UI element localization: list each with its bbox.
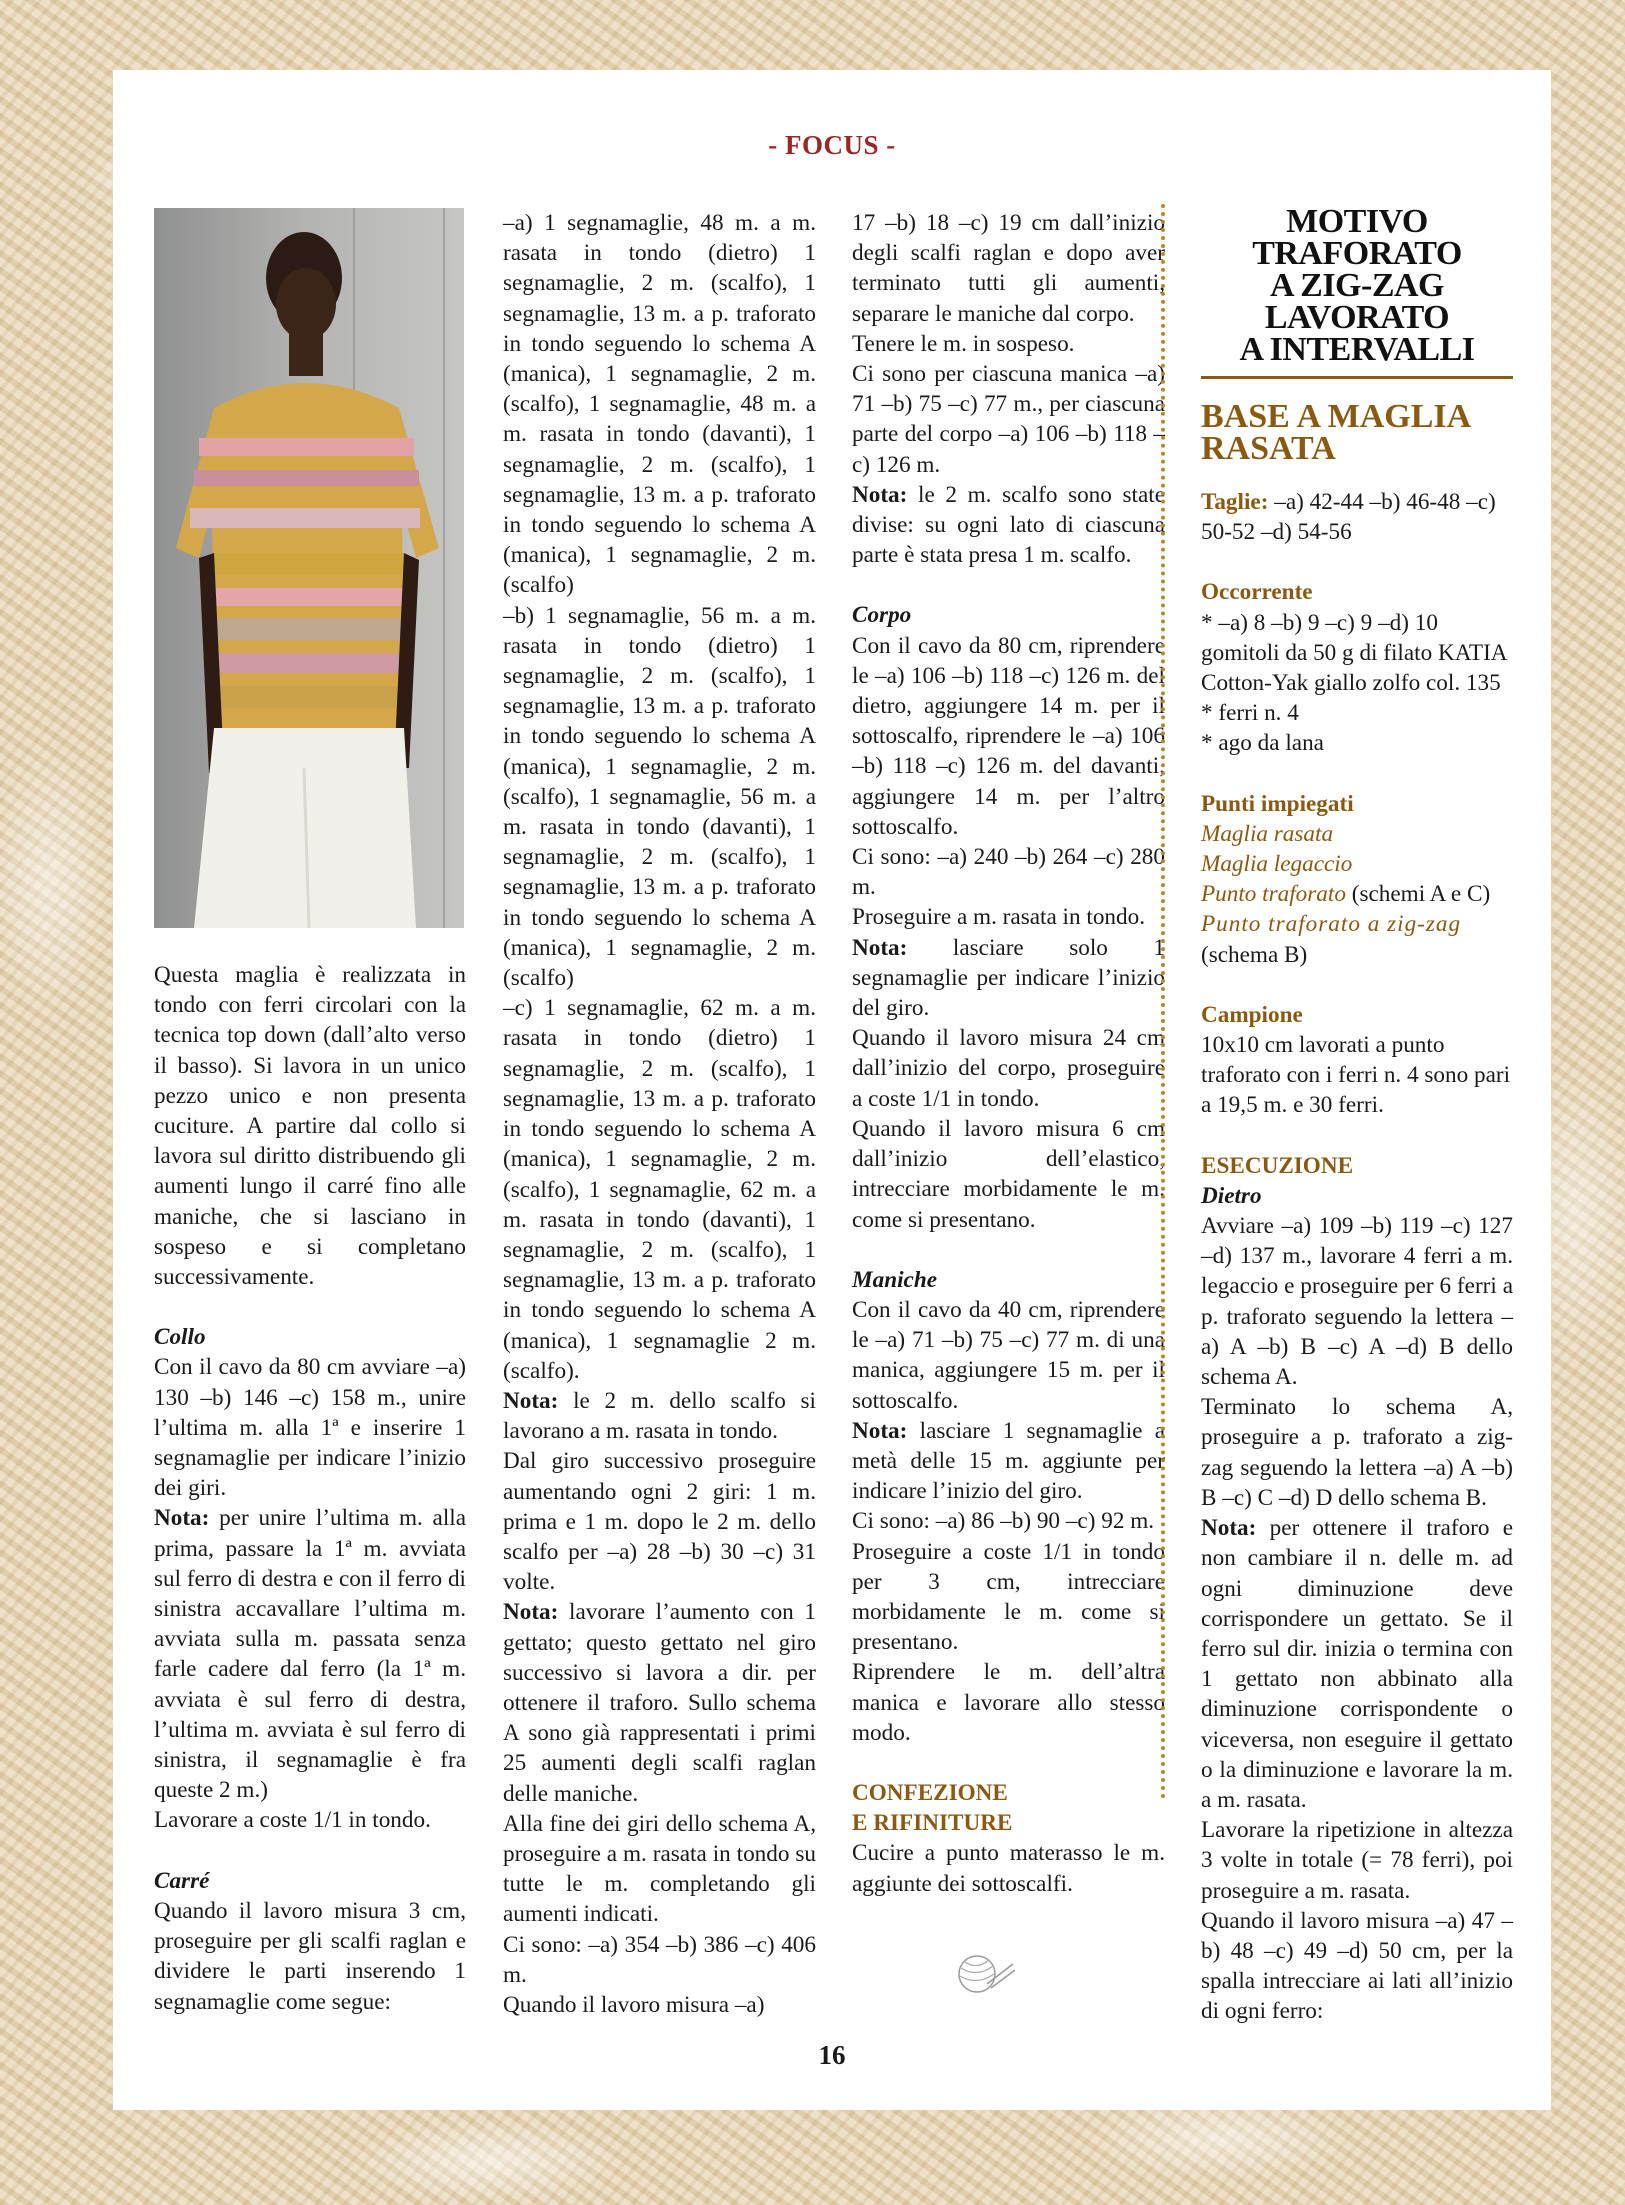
giro-text: Dal giro successivo proseguire aumentando ogni 2 giri: 1 m. prima e 1 m. dopo le 2 m. dello scalfo per –a) 28 –b) 30 –c) 31 volte. (503, 1448, 816, 1596)
occorrente-3: * ago da lana (1201, 730, 1324, 757)
punto-1: Maglia rasata (1201, 820, 1334, 847)
model-illustration (154, 208, 464, 928)
title-rule (1201, 376, 1513, 379)
punti-title: Punti impiegati (1201, 790, 1354, 817)
corpo-title: Corpo (852, 602, 912, 629)
page-sheet (113, 70, 1551, 2110)
dietro-2: Terminato lo schema A, proseguire a p. traforato a zig-zag seguendo la lettera –a) A –b) B –c) C –d) D dello schema B. (1201, 1394, 1513, 1511)
ci-sono-text: Ci sono per ciascuna manica –a) 71 –b) 75 –c) 77 m., per ciascuna parte del corpo –a) 106 –b) 118 –c) 126 m. (852, 361, 1165, 478)
motif-title-1: MOTIVO TRAFORATO (1252, 203, 1462, 272)
carre-title: Carré (154, 1867, 210, 1894)
section-header: - FOCUS - (768, 130, 896, 160)
tenere-text: Tenere le m. in sospeso. (852, 330, 1075, 357)
occorrente-2: * ferri n. 4 (1201, 700, 1299, 727)
punto-2: Maglia legaccio (1201, 851, 1353, 878)
maniche-text: Con il cavo da 40 cm, riprendere le –a) 71 –b) 75 –c) 77 m. di una manica, aggiungere 15 m. per il sottoscalfo. (852, 1296, 1165, 1414)
size-b-block: –b) 1 segnamaglie, 56 m. a m. rasata in tondo (dietro) 1 segnamaglie, 2 m. (scalfo), 1 segnamaglie, 13 m. a p. traforato in tondo seguendo lo schema A (manica), 1 segnamaglie, 2 m. (scalfo), 1 segnamaglie, 56 m. a m. rasata in tondo (davanti), 1 segnamaglie, 2 m. (scalfo), 1 segnamaglie, 13 m. a p. traforato in tondo seguendo lo schema A (manica), 1 segnamaglie, 2 m. (scalfo) (503, 602, 816, 992)
confezione-title-2: E RIFINITURE (852, 1810, 1013, 1837)
size-c-block: –c) 1 segnamaglie, 62 m. a m. rasata in tondo (dietro) 1 segnamaglie, 2 m. (scalfo), 1 segnamaglie, 13 m. a p. traforato in tondo seguendo lo schema A (manica), 1 segnamaglie, 2 m. (scalfo), 1 segnamaglie, 62 m. a m. rasata in tondo (davanti), 1 segnamaglie, 2 m. (scalfo), 1 segnamaglie, 13 m. a p. traforato in tondo seguendo lo schema A (manica), 1 segnamaglie 2 m. (scalfo). (503, 995, 816, 1384)
size-a-block: –a) 1 segnamaglie, 48 m. a m. rasata in tondo (dietro) 1 segnamaglie, 2 m. (scalfo), 1 segnamaglie, 13 m. a p. traforato in tondo seguendo lo schema A (manica), 1 segnamaglie, 2 m. (scalfo), 1 segnamaglie, 48 m. a m. rasata in tondo (davanti), 1 segnamaglie, 2 m. (scalfo), 1 segnamaglie, 13 m. a p. traforato in tondo seguendo lo schema A (manica), 1 segnamaglie, 2 m. (scalfo) (503, 210, 816, 599)
campione-title: Campione (1201, 1001, 1303, 1028)
base-title-1: BASE A MAGLIA (1201, 398, 1472, 435)
maniche-title: Maniche (852, 1266, 938, 1293)
motif-title-3: A INTERVALLI (1239, 331, 1475, 368)
yarn-ball-icon (947, 1948, 1017, 1998)
campione-text: 10x10 cm lavorati a punto traforato con i ferri n. 4 sono pari a 19,5 m. e 30 ferri. (1201, 1032, 1511, 1119)
nota-1: Nota: le 2 m. scalfo sono state divise: su ogni lato di ciascuna parte è stata presa 1 m. scalfo. (852, 481, 1165, 569)
occorrente-title: Occorrente (1201, 579, 1313, 606)
punto-3: Punto traforato (schemi A e C) (1201, 881, 1491, 908)
corpo-24: Quando il lavoro misura 24 cm dall’inizio del corpo, proseguire a coste 1/1 in tondo. (852, 1025, 1165, 1112)
esecuzione-title: ESECUZIONE (1201, 1152, 1354, 1179)
corpo-ci: Ci sono: –a) 240 –b) 264 –c) 280 m. (852, 844, 1165, 901)
dietro-1: Avviare –a) 109 –b) 119 –c) 127 –d) 137 m., lavorare 4 ferri a m. legaccio e proseguire per 6 ferri a p. traforato seguendo la lettera –a) A –b) B –c) A –d) B dello schema A. (1201, 1213, 1513, 1391)
punto-4b: (schema B) (1201, 941, 1308, 968)
column-2 (503, 208, 816, 2020)
nota-label: Nota: (154, 1505, 210, 1532)
collo-title: Collo (154, 1324, 206, 1351)
corpo-pros: Proseguire a m. rasata in tondo. (852, 904, 1145, 931)
confezione-text: Cucire a punto materasso le m. aggiunte dei sottoscalfi. (852, 1840, 1165, 1897)
column-3 (852, 208, 1165, 1899)
quando-text: Quando il lavoro misura –a) (503, 1991, 765, 2018)
base-title-2: RASATA (1201, 430, 1336, 467)
page-number: 16 (818, 2040, 846, 2070)
collo-nota: Nota: per unire l’ultima m. alla prima, passare la 1ª m. avviata sul ferro di destra e con il ferro di sinistra accavallare l’ultima m. avviata sulla m. passata senza farle cadere dal ferro (la 1ª m. avviata è sul ferro di destra, l’ultima m. avviata è sul ferro di sinistra, il segnamaglie è fra queste 2 m.) (154, 1505, 466, 1804)
occorrente-1: * –a) 8 –b) 9 –c) 9 –d) 10 gomitoli da 50 g di filato KATIA Cotton-Yak giallo zolfo col. 135 (1201, 609, 1507, 697)
intro-text: Questa maglia è realizzata in tondo con ferri circolari con la tecnica top down (dall’alto verso il basso). Si lavora in un unico pezzo unico e non presenta cuciture. A partire dal collo si lavora sul diritto distribuendo gli aumenti lungo il carré fino alle maniche, che si lasciano in sospeso e si completano successivamente. (154, 962, 466, 1291)
model-photo (154, 208, 464, 928)
punto-4: Punto traforato a zig-zag (1201, 911, 1462, 938)
taglie-text: Taglie: –a) 42-44 –b) 46-48 –c) 50-52 –d) 54-56 (1201, 489, 1496, 546)
spalla-text: Quando il lavoro misura –a) 47 –b) 48 –c) 49 –d) 50 cm, per la spalla intrecciare ai lati all’inizio di ogni ferro: (1201, 1907, 1513, 2025)
nota-2: Nota: lavorare l’aumento con 1 gettato; questo gettato nel giro successivo si lavora a dir. per ottenere il traforo. Sullo schema A sono già rappresentati i primi 25 aumenti degli scalfi raglan delle maniche. (503, 1599, 816, 1807)
ripetizione-text: Lavorare la ripetizione in altezza 3 volte in totale (= 78 ferri), poi proseguire a m. rasata. (1201, 1817, 1513, 1904)
corpo-6: Quando il lavoro misura 6 cm dall’inizio dell’elastico, intrecciare morbidamente le m. come si presentano. (852, 1115, 1165, 1233)
collo-text: Con il cavo da 80 cm avviare –a) 130 –b) 146 –c) 158 m., unire l’ultima m. alla 1ª e inserire 1 segnamaglie per indicare l’inizio dei giri. (154, 1354, 466, 1502)
motif-title-2: A ZIG-ZAG LAVORATO (1264, 267, 1450, 336)
nota-2: Nota: lasciare solo 1 segnamaglie per indicare l’inizio del giro. (852, 934, 1165, 1022)
dietro-title: Dietro (1201, 1182, 1262, 1209)
dietro-nota: Nota: per ottenere il traforo e non cambiare il n. delle m. ad ogni diminuzione deve corrispondere un gettato. Se il ferro sul dir. inizia o termina con 1 gettato non abbinato alla diminuzione corrispondente o viceversa, non eseguire il gettato o la diminuzione e lavorare la m. a m. rasata. (1201, 1515, 1513, 1813)
column-divider (1161, 204, 1165, 1800)
carre-text: Quando il lavoro misura 3 cm, proseguire per gli scalfi raglan e dividere le parti inserendo 1 segnamaglie come segue: (154, 1897, 466, 2015)
corpo-text: Con il cavo da 80 cm, riprendere le –a) 106 –b) 118 –c) 126 m. del dietro, aggiungere 14 m. per il sottoscalfo, riprendere le –a) 106 –b) 118 –c) 126 m. del davanti, aggiungere 14 m. per l’altro sottoscalfo. (852, 632, 1165, 840)
maniche-ci: Ci sono: –a) 86 –b) 90 –c) 92 m. (852, 1508, 1155, 1535)
ci-sono-text: Ci sono: –a) 354 –b) 386 –c) 406 m. (503, 1931, 816, 1988)
nota-1: Nota: le 2 m. dello scalfo si lavorano a m. rasata in tondo. (503, 1387, 816, 1445)
nota-3: Nota: lasciare 1 segnamaglie a metà delle 15 m. aggiunte per indicare l’inizio del giro. (852, 1417, 1165, 1505)
collo-coste: Lavorare a coste 1/1 in tondo. (154, 1807, 431, 1834)
maniche-pros: Proseguire a coste 1/1 in tondo per 3 cm, intrecciare morbidamente le m. come si presentano. (852, 1538, 1165, 1656)
confezione-title-1: CONFEZIONE (852, 1779, 1008, 1806)
fine-text: Alla fine dei giri dello schema A, proseguire a m. rasata in tondo su tutte le m. completando gli aumenti indicati. (503, 1810, 816, 1928)
column-4 (1201, 203, 1513, 2027)
column-1 (154, 960, 466, 2017)
cont-text: 17 –b) 18 –c) 19 cm dall’inizio degli scalfi raglan e dopo aver terminato tutti gli aumenti, separare le maniche dal corpo. (852, 210, 1165, 327)
maniche-rip: Riprendere le m. dell’altra manica e lavorare allo stesso modo. (852, 1659, 1165, 1746)
